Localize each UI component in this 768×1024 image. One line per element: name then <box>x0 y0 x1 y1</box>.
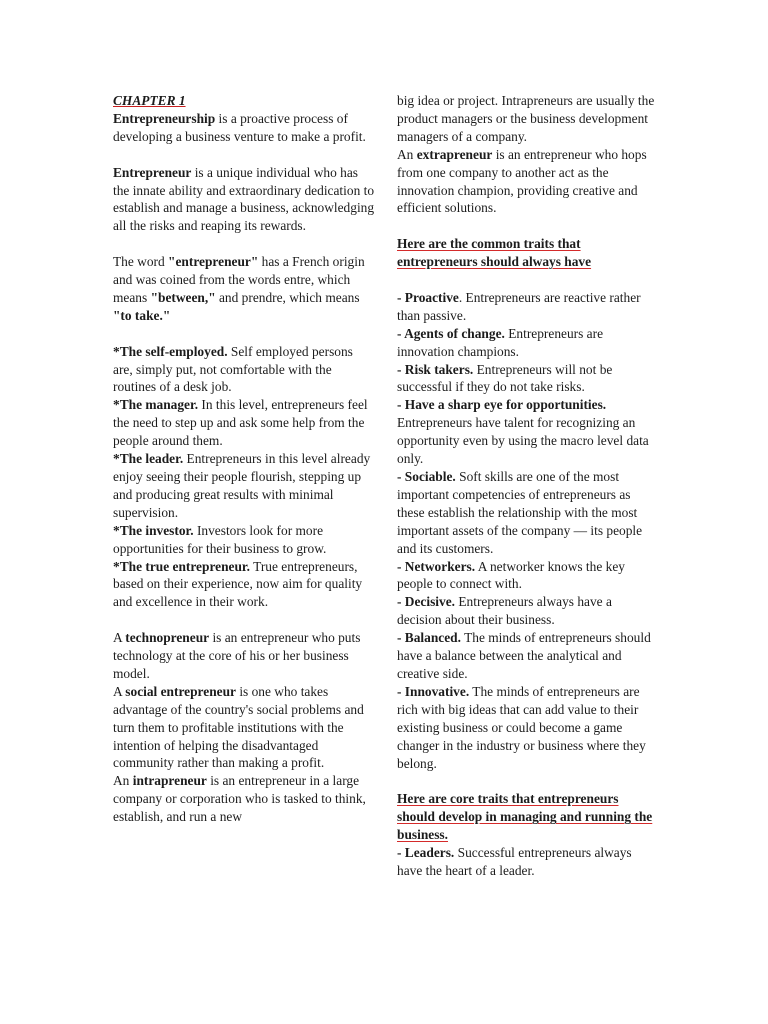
level-item <box>113 343 375 397</box>
trait-term: - Balanced. <box>397 630 461 646</box>
trait-item <box>397 289 659 325</box>
trait-term: - Networkers. <box>397 558 476 574</box>
trait-text: Entrepreneurs have talent for recognizing an opportunity even by using the macro level data only. <box>397 415 649 467</box>
type-pre: An <box>397 146 417 162</box>
trait-text: Entrepreneurs always have a decision about their business. <box>397 594 612 628</box>
trait-term: - Proactive <box>397 289 459 305</box>
level-text: True entrepreneurs, based on their experience, now aim for quality and excellence in their work. <box>113 558 363 610</box>
type-term: intrapreneur <box>132 773 207 789</box>
level-text: Self employed persons are, simply put, not comfortable with the routines of a desk job. <box>113 343 353 395</box>
trait-item <box>397 396 659 468</box>
type-pre: An <box>113 773 133 789</box>
section-heading-core-traits: Here are core traits that entrepreneurs should develop in managing and running the business. <box>397 791 653 843</box>
trait-text: . Entrepreneurs are reactive rather than passive. <box>397 289 641 323</box>
term-extrapreneur: extrapreneur <box>416 146 493 162</box>
trait-item <box>397 468 659 558</box>
level-text: Investors look for more opportunities for their business to grow. <box>113 522 327 556</box>
type-item <box>113 629 375 683</box>
level-item <box>113 558 375 612</box>
paragraph-word-origin <box>113 253 375 325</box>
level-term: *The true entrepreneur. <box>113 558 250 574</box>
left-column <box>113 92 375 826</box>
section-heading-common-traits: Here are the common traits that entrepreneurs should always have <box>397 236 592 270</box>
trait-text: Entrepreneurs are innovation champions. <box>397 325 604 359</box>
text-entrepreneurship: is a proactive process of developing a business venture to make a profit. <box>113 110 366 144</box>
trait-item <box>397 325 659 361</box>
trait-text: Soft skills are one of the most important competencies of entrepreneurs as these establish the relationship with the most important assets of the company — its people and its customers. <box>397 469 643 556</box>
level-text: Entrepreneurs in this level already enjoy seeing their people flourish, stepping up and producing great results with minimal supervision. <box>113 451 371 520</box>
text-entrepreneur: is a unique individual who has the innate ability and extraordinary dedication to establish and manage a business, acknowledging all the risks and reaping its rewards. <box>113 164 375 234</box>
type-text: is one who takes advantage of the country's social problems and turn them to profitable institutions with the intention of helping the disadvantaged community rather than making a profit. <box>113 683 364 771</box>
type-term: technopreneur <box>125 630 210 646</box>
type-item <box>113 772 375 826</box>
type-pre: A <box>113 630 126 646</box>
type-term: social entrepreneur <box>125 683 236 699</box>
term-word-entrepreneur: "entrepreneur" <box>168 254 259 270</box>
level-term: *The manager. <box>113 397 199 413</box>
level-term: *The leader. <box>113 451 184 467</box>
level-item <box>113 396 375 450</box>
type-text: is an entrepreneur in a large company or corporation who is tasked to think, establish, and run a new <box>113 773 366 825</box>
level-term: *The investor. <box>113 522 194 538</box>
text-extrapreneur: is an entrepreneur who hops from one company to another act as the innovation champion, providing creative and efficient solutions. <box>397 146 647 216</box>
trait-item <box>397 683 659 773</box>
term-entrepreneur: Entrepreneur <box>113 164 192 180</box>
level-item <box>113 522 375 558</box>
trait-item <box>397 844 659 880</box>
level-text: In this level, entrepreneurs feel the need to step up and ask some help from the people around them. <box>113 397 368 449</box>
trait-item <box>397 629 659 683</box>
right-column <box>397 92 659 880</box>
trait-term: - Agents of change. <box>397 325 505 341</box>
trait-term: - Leaders. <box>397 845 455 861</box>
trait-text: Entrepreneurs will not be successful if they do not take risks. <box>397 361 613 395</box>
term-between: "between," <box>150 289 216 305</box>
text-word-2: has a French origin and was coined from the words entre, which means <box>113 254 365 305</box>
term-entrepreneurship: Entrepreneurship <box>113 110 216 126</box>
paragraph-entrepreneurship <box>113 110 375 146</box>
trait-item <box>397 558 659 594</box>
trait-term: - Risk takers. <box>397 361 474 377</box>
level-item <box>113 450 375 522</box>
paragraph-intrapreneur-cont: big idea or project. Intrapreneurs are usually the product managers or the business development managers of a company. <box>397 93 655 144</box>
level-term: *The self-employed. <box>113 343 228 359</box>
type-pre: A <box>113 683 126 699</box>
trait-text: A networker knows the key people to connect with. <box>397 558 625 592</box>
trait-text: Successful entrepreneurs always have the heart of a leader. <box>397 845 632 878</box>
trait-text: The minds of entrepreneurs are rich with big ideas that can add value to their existing business or could become a game changer in the industry or business where they belong. <box>397 683 646 771</box>
paragraph-extrapreneur <box>397 146 659 218</box>
trait-term: - Sociable. <box>397 469 456 484</box>
trait-item <box>397 361 659 397</box>
text-word-3: and prendre, which means <box>215 289 360 305</box>
type-item <box>113 683 375 773</box>
paragraph-entrepreneur <box>113 164 375 236</box>
trait-text: The minds of entrepreneurs should have a balance between the analytical and creative side. <box>397 630 651 681</box>
chapter-title: CHAPTER 1 <box>113 93 186 108</box>
term-to-take: "to take." <box>113 307 171 323</box>
type-text: is an entrepreneur who puts technology at the core of his or her business model. <box>113 630 361 681</box>
text-word-1: The word <box>113 254 169 270</box>
trait-item <box>397 593 659 629</box>
trait-term: - Have a sharp eye for opportunities. <box>397 397 607 413</box>
trait-term: - Decisive. <box>397 594 456 610</box>
trait-term: - Innovative. <box>397 683 470 699</box>
